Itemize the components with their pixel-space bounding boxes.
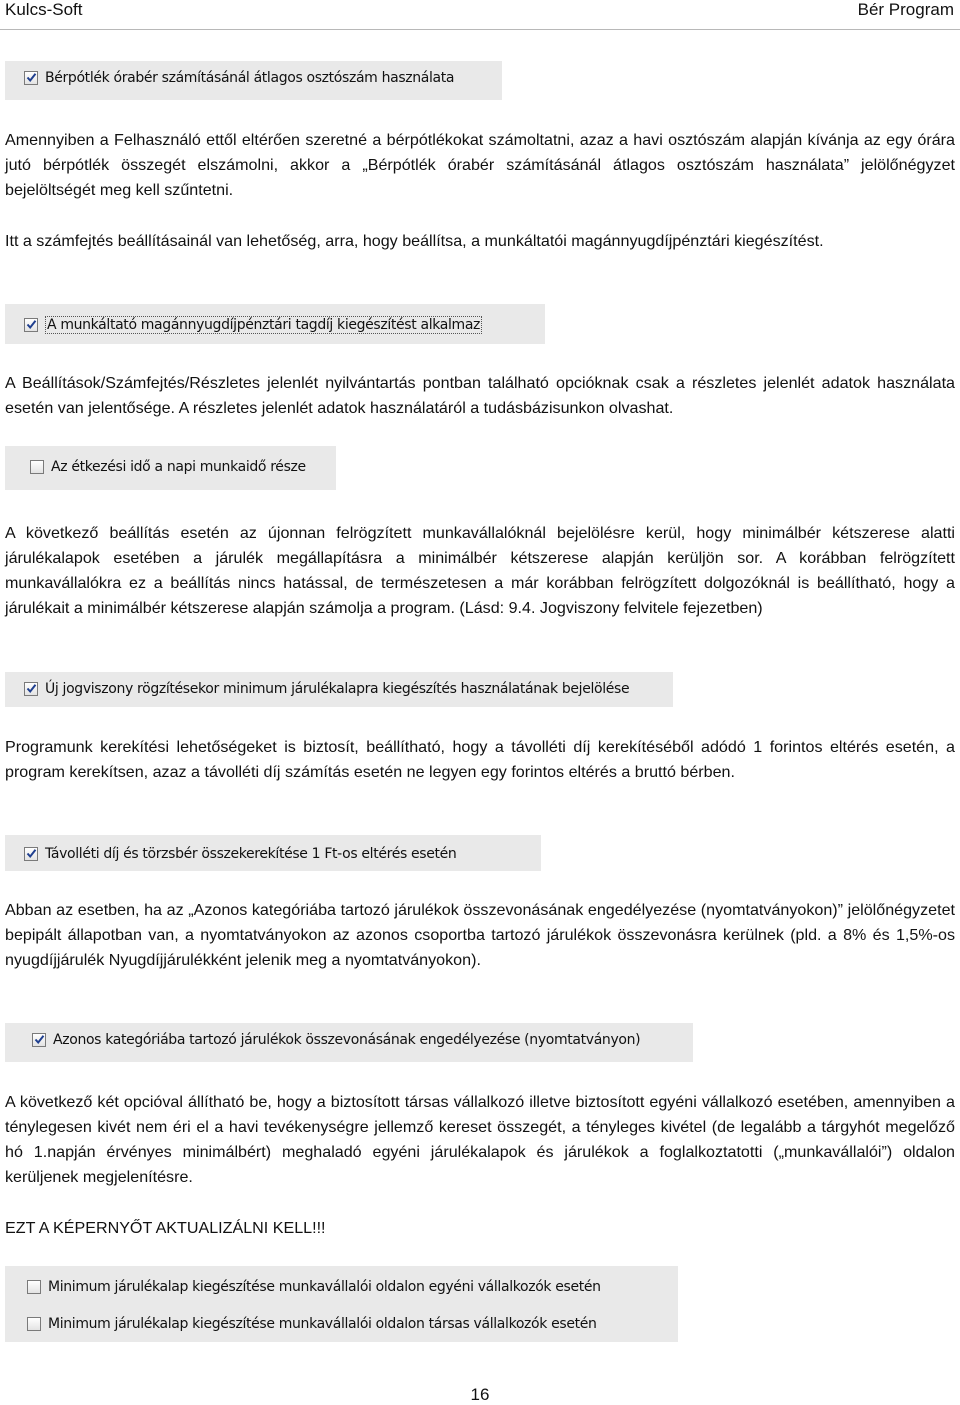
checkbox-unchecked-icon [27,1317,41,1331]
checkbox-uj-jogviszony[interactable] [24,681,629,697]
option-label: Bérpótlék órabér számításánál átlagos osztószám használata [45,70,455,86]
checkbox-min-jarulekalap-egyeni[interactable] [27,1279,601,1295]
checkbox-unchecked-icon [27,1280,41,1294]
checkbox-checked-icon [24,71,38,85]
option-label: Azonos kategóriába tartozó járulékok összevonásának engedélyezése (nyomtatványon) [53,1032,641,1048]
paragraph-7: A következő két opcióval állítható be, hogy a biztosított társas vállalkozó illetve biztosított egyéni vállalkozó esetében, amennyiben a ténylegesen kivét nem éri el a havi tevékenységre jellemző kereset összegét, a tényleges kivétel (de legalább a tárgyhót megelőző hó 1.napján érvényes minimálbért) meghaladó egyéni járulékalapok és járulékok a foglalkoztatotti („munkavállalói”) oldalon kerüljenek megjelenítésre. [5,1093,955,1186]
settings-screenshot-maganyugdij [5,304,545,344]
checkbox-checked-icon [24,682,38,696]
paragraph-6: Abban az esetben, ha az „Azonos kategóriába tartozó járulékok összevonásának engedélyezése (nyomtatványokon)” jelölőnégyzetet bepipált állapotban van, a nyomtatványokon az azonos csoportba tartozó járulékok összevonásra kerülnek (pld. a 8% és 1,5%-os nyugdíjjárulék Nyugdíjjárulékként jelenik meg a nyomtatványokon). [5,901,955,969]
checkbox-unchecked-icon [30,460,44,474]
paragraph-5: Programunk kerekítési lehetőségeket is biztosít, beállítható, hogy a távolléti díj kerekítéséből adódó 1 forintos eltérés esetén, a program kerekítsen, azaz a távolléti díj számítás esetén ne legyen egy forintos eltérés a bruttó bérben. [5,738,955,781]
paragraph-2: Itt a számfejtés beállításainál van lehetőség, arra, hogy beállítsa, a munkáltatói magánnyugdíjpénztári kiegészítést. [5,232,824,250]
header-company: Kulcs-Soft [5,0,83,19]
checkbox-maganyugdij[interactable] [24,316,482,334]
option-label: A munkáltató magánnyugdíjpénztári tagdíj kiegészítést alkalmaz [47,317,481,333]
option-label: Új jogviszony rögzítésekor minimum járulékalapra kiegészítés használatának bejelölése [45,681,630,697]
settings-screenshot-uj-jogviszony [5,672,673,707]
settings-screenshot-azonos-kategoria [5,1023,693,1062]
checkbox-atlagos-osztoszam[interactable] [24,70,454,86]
paragraph-1: Amennyiben a Felhasználó ettől eltérően szeretné a bérpótlékokat számoltatni, azaz a havi osztószám alapján kívánja az egy órára jutó bérpótlék összegét elszámolni, akkor a „Bérpótlék órabér számításánál átlagos osztószám használata” jelölőnégyzet bejelöltségét meg kell szűntetni. [5,131,955,199]
checkbox-checked-icon [24,318,38,332]
option-label: Minimum járulékalap kiegészítése munkavállalói oldalon egyéni vállalkozók esetén [48,1279,601,1295]
paragraph-3: A Beállítások/Számfejtés/Részletes jelenlét nyilvántartás pontban található opcióknak csak a részletes jelenlét adatok használata esetén van jelentősége. A részletes jelenlét adatok használatáról a tudásbázisunkon olvashat. [5,374,955,417]
paragraph-4: A következő beállítás esetén az újonnan felrögzített munkavállalóknál bejelölésre kerül, hogy minimálbér kétszerese alatti járulékalapok esetében a járulék megállapításra a minimálbér kétszerese alapján kerüljön sor. A korábban felrögzített munkavállalókra ez a beállítás nincs hatással, de természetesen a már korábban felrögzített dolgozóknál is beállítható, hogy a járulékait a minimálbér kétszerese alapján számolja a program. (Lásd: 9.4. Jogviszony felvitele fejezetben) [5,524,955,617]
settings-screenshot-tavolleti-dij [5,835,541,871]
settings-screenshot-atlagos-osztoszam [5,61,502,100]
header-divider [0,29,960,30]
header-product: Bér Program [857,0,954,19]
checkbox-checked-icon [24,847,38,861]
checkbox-azonos-kategoria[interactable] [32,1032,640,1048]
checkbox-checked-icon [32,1033,46,1047]
checkbox-min-jarulekalap-tarsas[interactable] [27,1316,597,1332]
settings-screenshot-etkezesi-ido [5,446,336,490]
option-label: Az étkezési idő a napi munkaidő része [51,459,306,475]
option-label: Minimum járulékalap kiegészítése munkavállalói oldalon társas vállalkozók esetén [48,1316,597,1332]
checkbox-tavolleti-dij[interactable] [24,846,456,862]
settings-screenshot-minimum-jarulekalap [5,1266,678,1342]
option-label: Távolléti díj és törzsbér összekerekítése 1 Ft-os eltérés esetén [45,846,457,862]
page-number: 16 [470,1385,490,1404]
paragraph-8-notice: EZT A KÉPERNYŐT AKTUALIZÁLNI KELL!!! [5,1219,326,1237]
checkbox-etkezesi-ido[interactable] [30,459,306,475]
